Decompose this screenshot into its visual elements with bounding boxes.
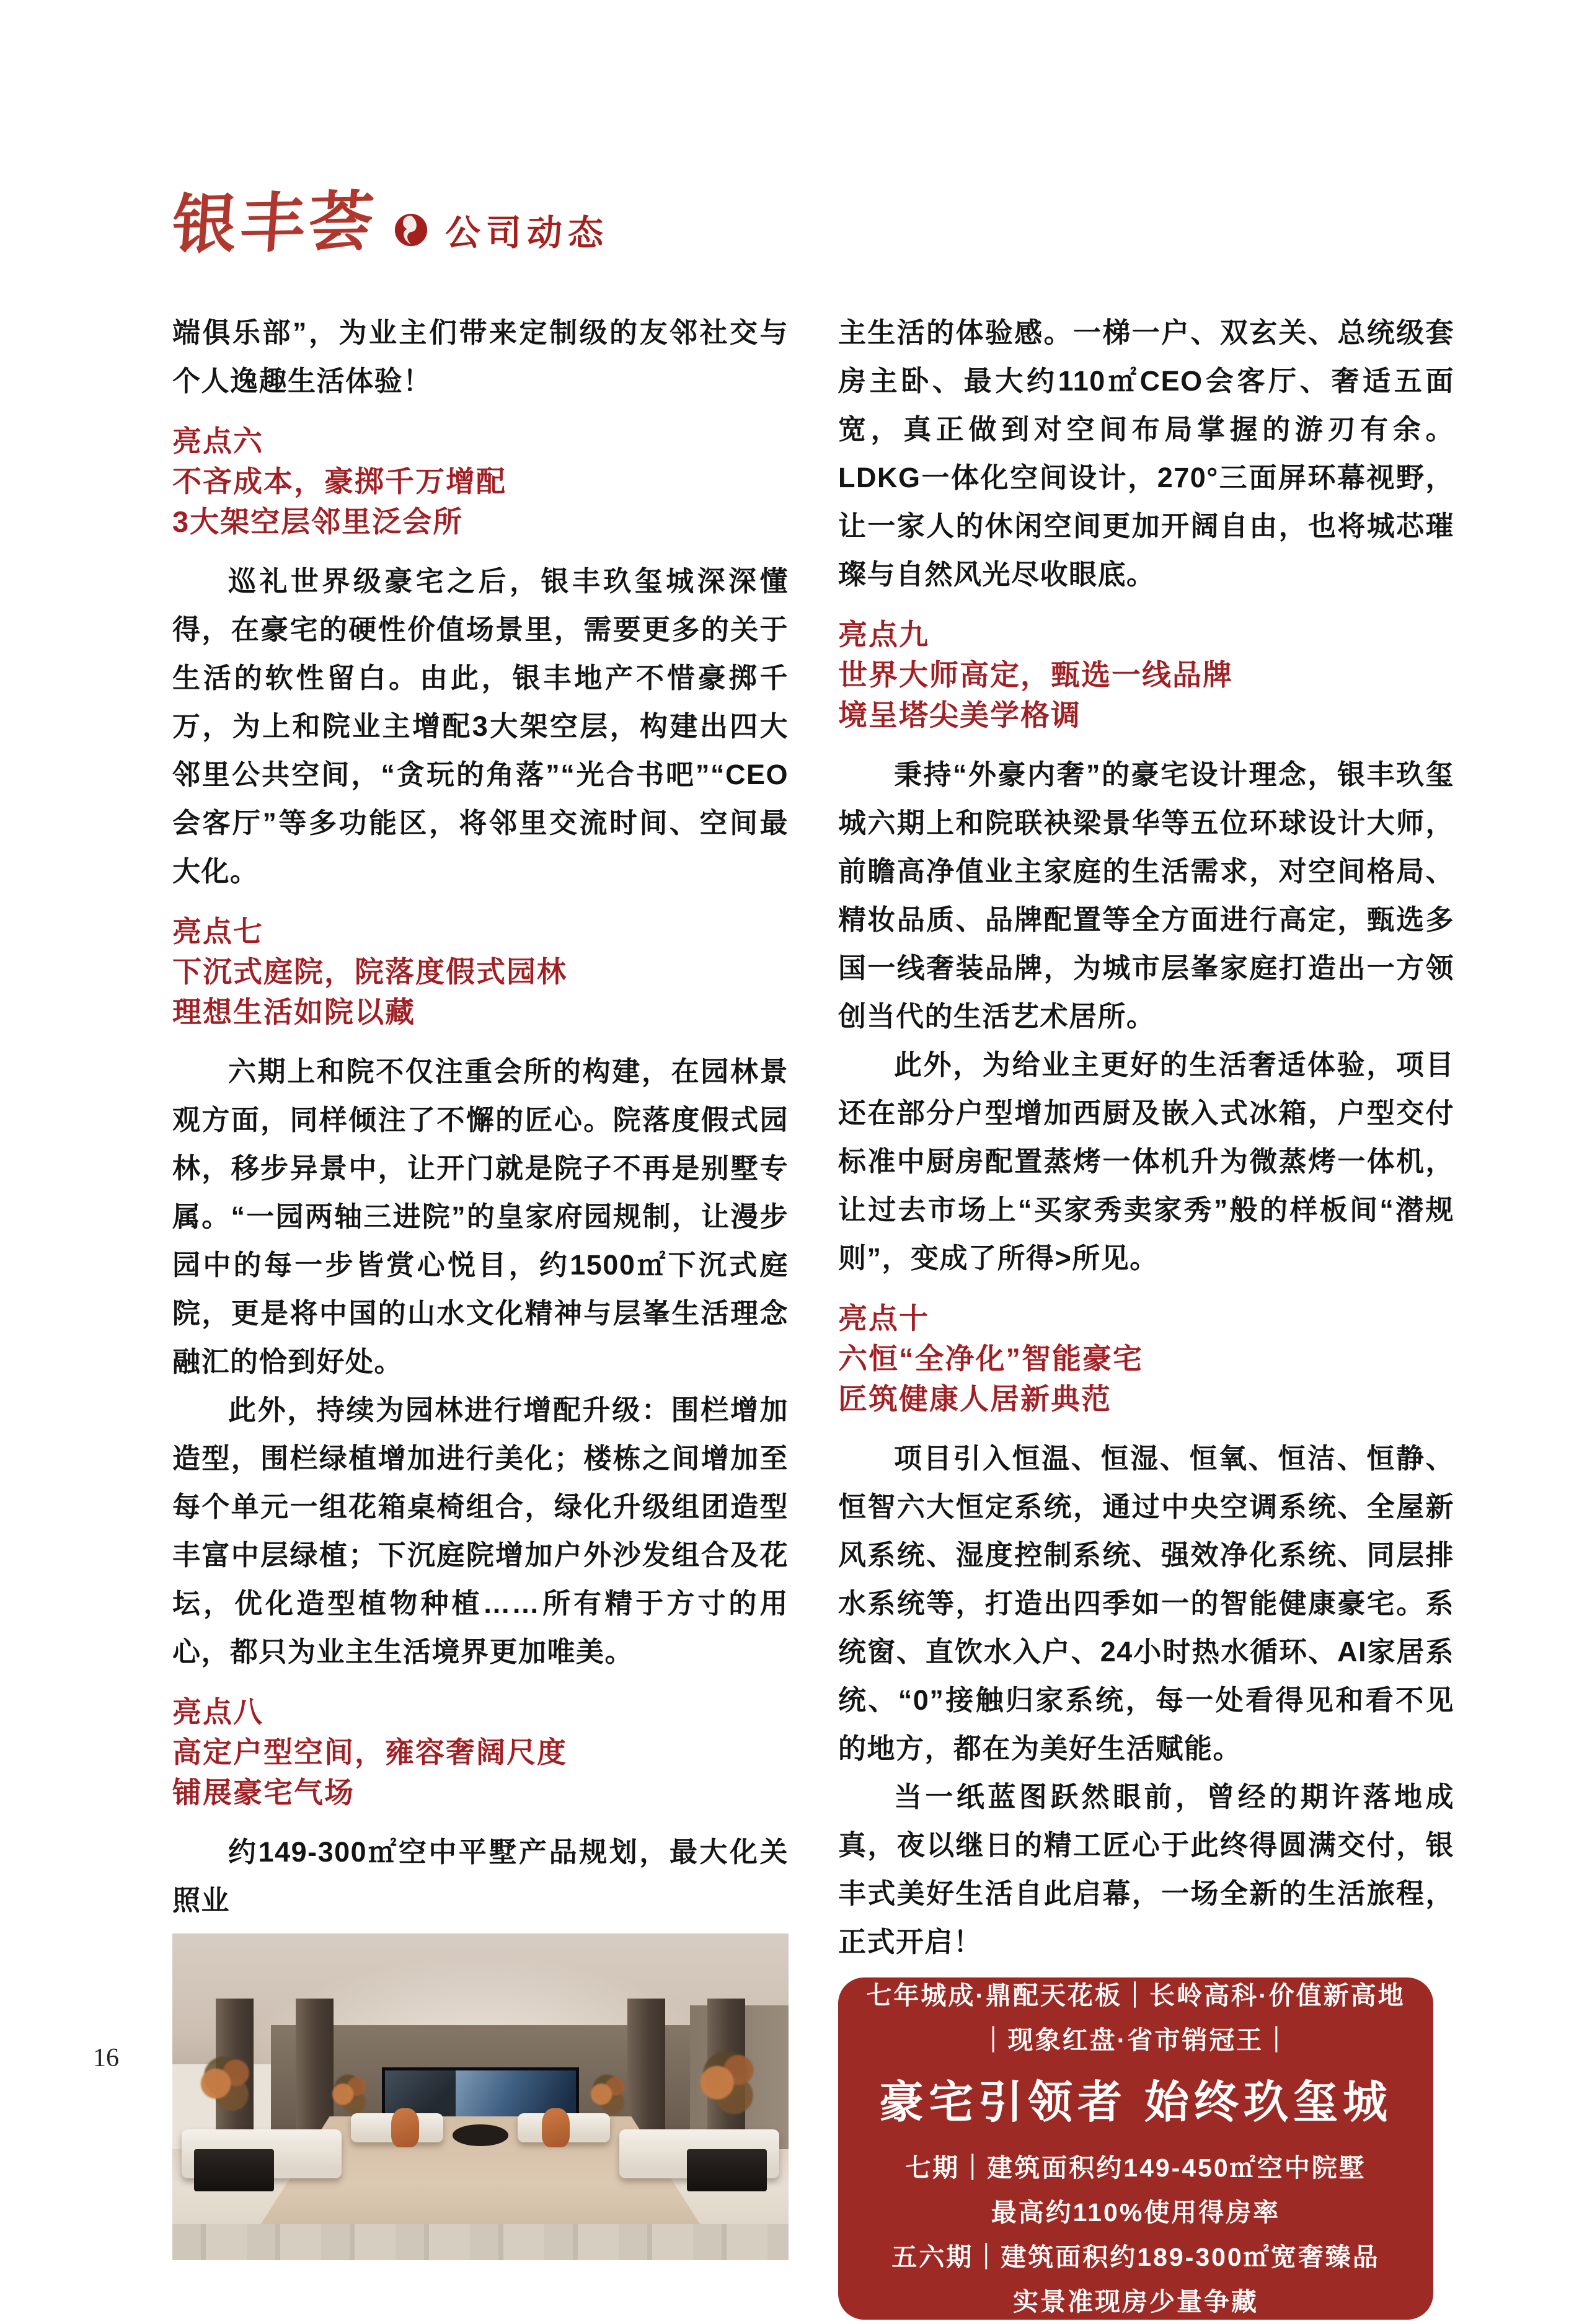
promo-tagline-2: ｜现象红盘·省市销冠王｜: [980, 2025, 1291, 2054]
promo-line-stock: 实景准现房少量争藏: [1013, 2287, 1258, 2317]
highlight-heading-line: 亮点八: [172, 1695, 263, 1728]
body-paragraph: 端俱乐部”，为业主们带来定制级的友邻社交与个人逸趣生活体验！: [172, 317, 789, 397]
body-paragraph: 此外，持续为园林进行增配升级：围栏增加造型，围栏绿植增加进行美化；楼栋之间增加至每个单元一组花箱桌椅组合，绿化升级组团造型丰富中层绿植；下沉庭院增加户外沙发组合及花坛，优化造型植物种植……所有精于方寸的用心，都只为业主生活境界更加唯美。: [172, 1394, 789, 1668]
lobby-photo: [172, 1933, 789, 2260]
left-column-text: [172, 309, 789, 1925]
page-number: 16: [93, 2044, 119, 2072]
highlight-heading-line: 匠筑健康人居新典范: [838, 1382, 1112, 1415]
section-title: 公司动态: [445, 213, 609, 253]
photo-side-table: [194, 2149, 274, 2192]
photo-accent-chair: [542, 2108, 570, 2147]
right-column: [838, 309, 1454, 2320]
highlight-heading: [172, 911, 789, 1032]
highlight-heading-line: 3大架空层邻里泛会所: [172, 505, 464, 538]
highlight-heading-line: 亮点九: [838, 618, 929, 651]
body-paragraph: 主生活的体验感。一梯一户、双玄关、总统级套房主卧、最大约110㎡CEO会客厅、奢适五面宽，真正做到对空间布局掌握的游刃有余。LDKG一体化空间设计，270°三面屏环幕视野，让一家人的休闲空间更加开阔自由，也将城芯璀璨与自然风光尽收眼底。: [838, 317, 1454, 590]
highlight-heading-line: 亮点六: [172, 425, 263, 457]
photo-coffee-table: [453, 2124, 508, 2145]
highlight-heading-line: 铺展豪宅气场: [172, 1776, 355, 1809]
photo-accent-chair: [391, 2108, 419, 2147]
left-column: [172, 309, 789, 2260]
promo-line-phase7: 七期｜建筑面积约149-450㎡空中院墅: [905, 2154, 1366, 2183]
highlight-heading-line: 高定户型空间，雍容奢阔尺度: [172, 1736, 567, 1769]
highlight-heading: [838, 614, 1454, 735]
highlight-heading-line: 不吝成本，豪掷千万增配: [172, 465, 506, 498]
highlight-heading: [172, 1692, 789, 1813]
highlight-heading: [838, 1298, 1454, 1419]
body-paragraph: 此外，为给业主更好的生活奢适体验，项目还在部分户型增加西厨及嵌入式冰箱，户型交付标准中厨房配置蒸烤一体机升为微蒸烤一体机，让过去市场上“买家秀卖家秀”般的样板间“潜规则”，变成了所得>所见。: [838, 1049, 1454, 1274]
highlight-heading-line: 亮点十: [838, 1302, 929, 1335]
highlight-heading-line: 境呈塔尖美学格调: [838, 699, 1081, 731]
highlight-heading-line: 亮点七: [172, 915, 263, 948]
body-paragraph: 当一纸蓝图跃然眼前，曾经的期许落地成真，夜以继日的精工匠心于此终得圆满交付，银丰式美好生活自此启幕，一场全新的生活旅程，正式开启！: [838, 1781, 1454, 1958]
highlight-heading-line: 理想生活如院以藏: [172, 996, 415, 1028]
highlight-heading-line: 六恒“全净化”智能豪宅: [838, 1342, 1143, 1375]
promo-tagline-1: 七年城成·鼎配天花板｜长岭高科·价值新高地: [866, 1981, 1405, 2010]
promo-title: 豪宅引领者 始终玖玺城: [878, 2077, 1392, 2127]
body-paragraph: 项目引入恒温、恒湿、恒氧、恒洁、恒静、恒智六大恒定系统，通过中央空调系统、全屋新风系统、湿度控制系统、强效净化系统、同层排水系统等，打造出四季如一的智能健康豪宅。系统窗、直饮水入户、24小时热水循环、AI家居系统、“0”接触归家系统，每一处看得见和看不见的地方，都在为美好生活赋能。: [838, 1443, 1454, 1764]
highlight-heading: [172, 421, 789, 542]
body-paragraph: 秉持“外豪内奢”的豪宅设计理念，银丰玖玺城六期上和院联袂梁景华等五位环球设计大师，前瞻高净值业主家庭的生活需求，对空间格局、精妆品质、品牌配置等全方面进行高定，甄选多国一线奢装品牌，为城市层峯家庭打造出一方领创当代的生活艺术居所。: [838, 759, 1454, 1032]
highlight-heading-line: 下沉式庭院，院落度假式园林: [172, 955, 567, 988]
photo-marble-strip: [172, 2224, 789, 2260]
body-paragraph: 约149-300㎡空中平墅产品规划，最大化关照业: [172, 1836, 789, 1916]
photo-side-table: [687, 2149, 767, 2192]
highlight-heading-line: 世界大师高定，甄选一线品牌: [838, 658, 1233, 691]
article-columns: [172, 309, 1454, 2320]
photo-flower-arrangement: [188, 2051, 268, 2123]
body-paragraph: 巡礼世界级豪宅之后，银丰玖玺城深深懂得，在豪宅的硬性价值场景里，需要更多的关于生活的软性留白。由此，银丰地产不惜豪掷千万，为上和院业主增配3大架空层，构建出四大邻里公共空间，“贪玩的角落”“光合书吧”“CEO会客厅”等多功能区，将邻里交流时间、空间最大化。: [172, 565, 789, 887]
right-column-text: [838, 309, 1454, 1966]
photo-flower-arrangement: [687, 2044, 773, 2129]
promo-line-phase56: 五六期｜建筑面积约189-300㎡宽奢臻品: [891, 2243, 1380, 2272]
body-paragraph: 六期上和院不仅注重会所的构建，在园林景观方面，同样倾注了不懈的匠心。院落度假式园林，移步异景中，让开门就是院子不再是别墅专属。“一园两轴三进院”的皇家府园规制，让漫步园中的每一步皆赏心悦目，约1500㎡下沉式庭院，更是将中国的山水文化精神与层峯生活理念融汇的恰到好处。: [172, 1056, 789, 1377]
masthead: [169, 183, 609, 263]
brand-logo: 银丰荟: [169, 183, 380, 263]
promo-box: [838, 1977, 1433, 2320]
promo-line-usage: 最高约110%使用得房率: [991, 2198, 1281, 2227]
swirl-icon: [393, 212, 429, 248]
